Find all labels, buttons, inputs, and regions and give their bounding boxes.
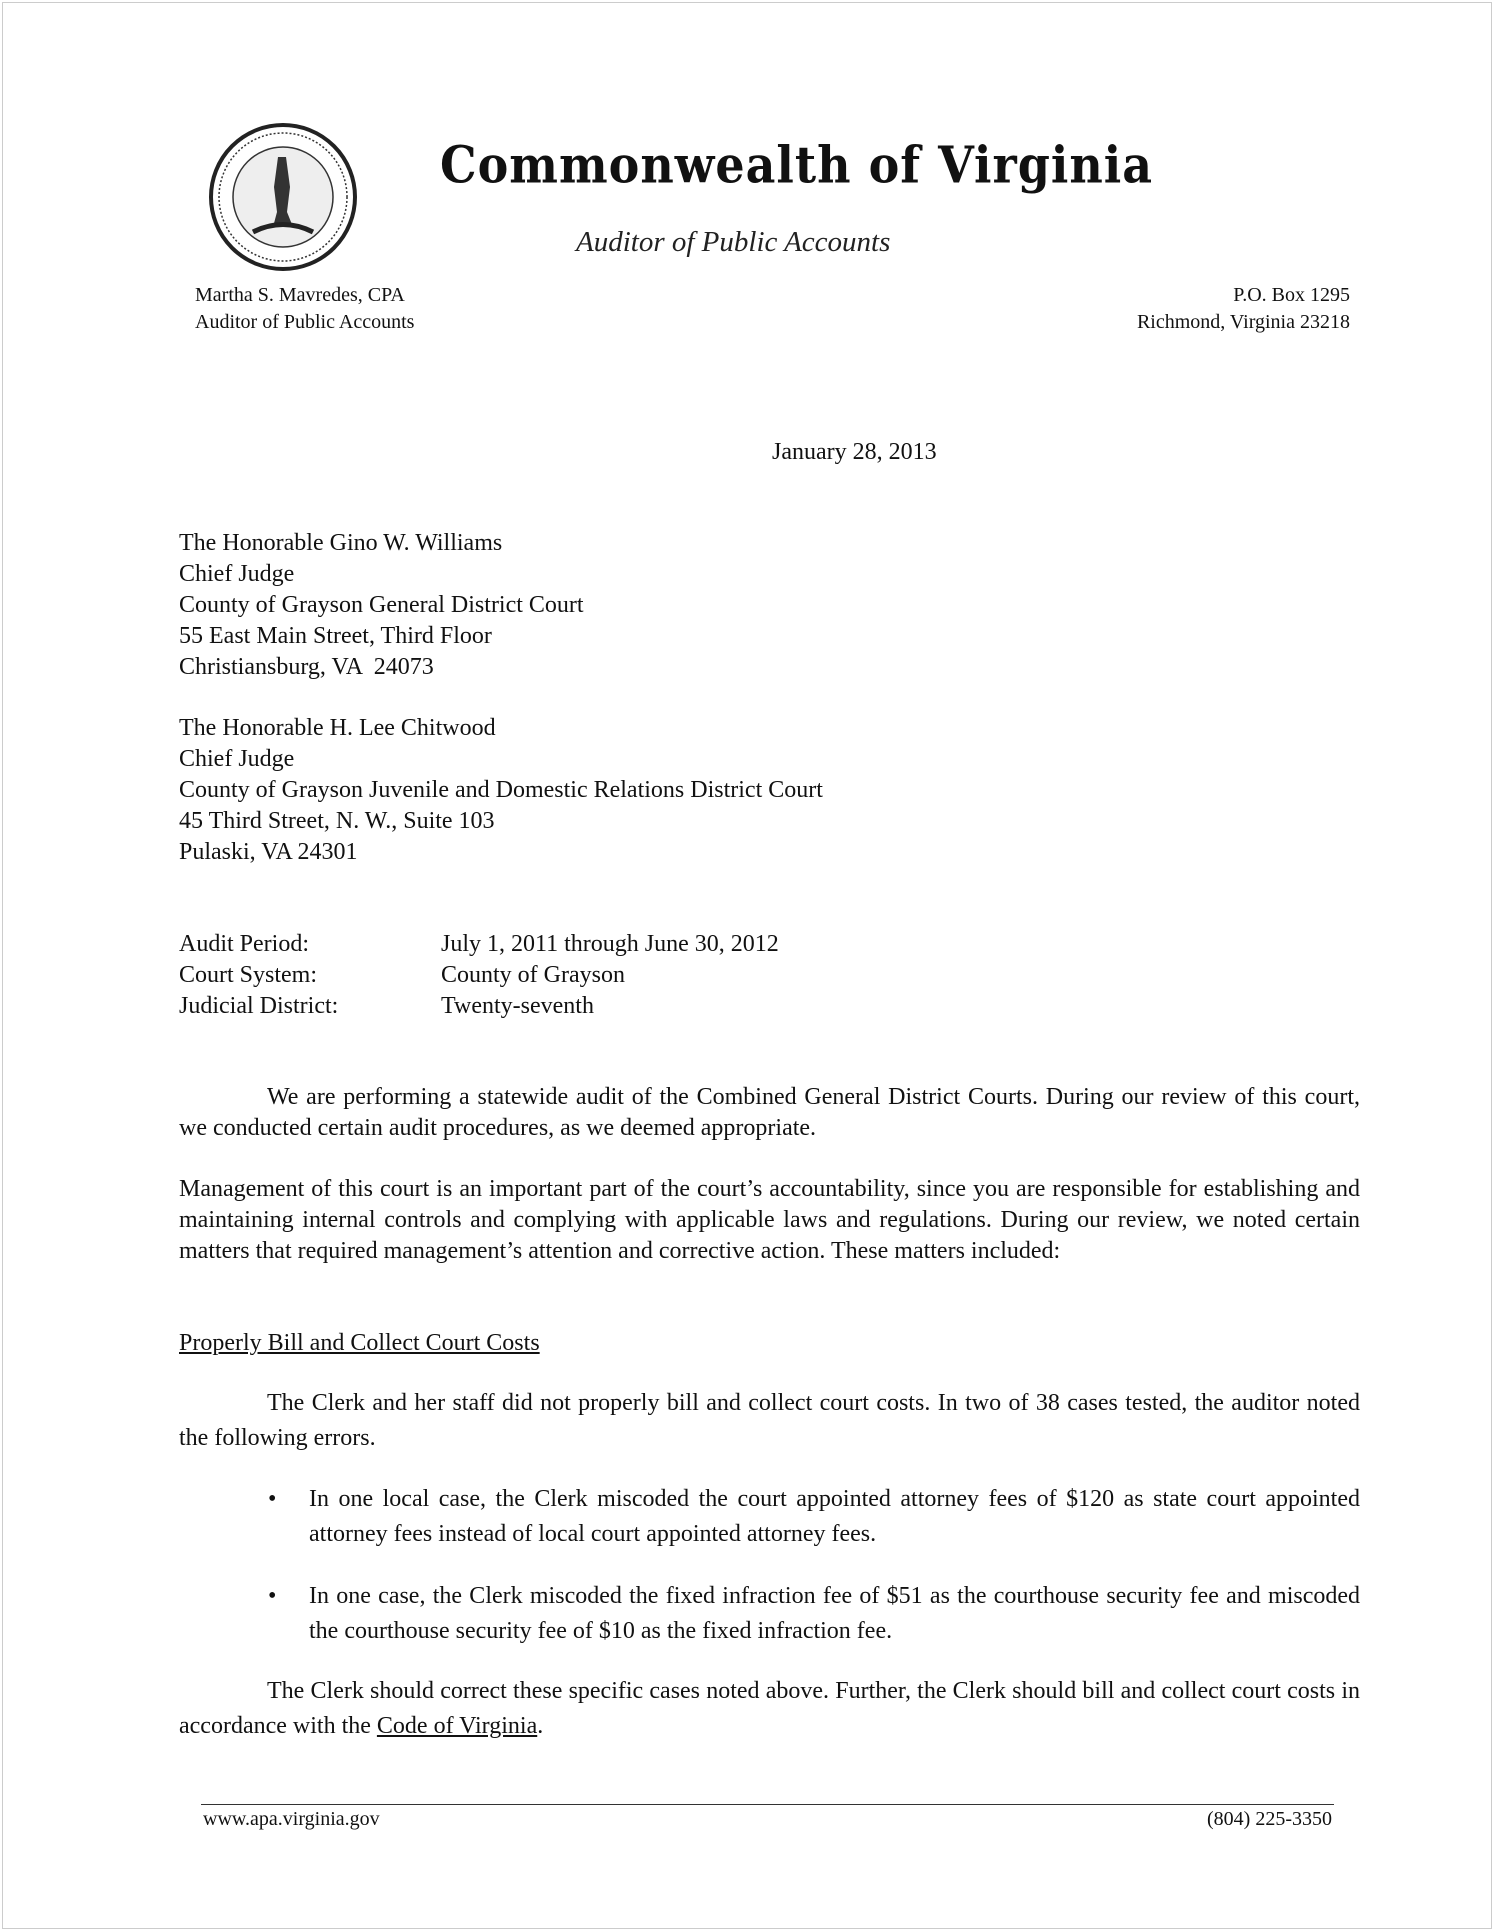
- address-line: Chief Judge: [179, 561, 295, 587]
- city-state: Richmond, Virginia 23218: [1136, 311, 1350, 333]
- audit-info-row: [179, 960, 779, 991]
- footer-divider: [201, 1804, 1334, 1805]
- address-line: County of Grayson General District Court: [179, 592, 584, 618]
- bullet-item-1: [268, 1482, 1360, 1552]
- audit-info: [179, 929, 779, 1022]
- address-line: Chief Judge: [179, 746, 295, 772]
- audit-info-row: [179, 929, 779, 960]
- addressee-1: [179, 528, 584, 683]
- office-address-block: [1137, 282, 1350, 336]
- bullet-icon: •: [268, 1583, 277, 1609]
- addressee-2: [179, 713, 823, 868]
- letterhead-subtitle: Auditor of Public Accounts: [576, 226, 891, 258]
- address-line: 45 Third Street, N. W., Suite 103: [179, 808, 495, 834]
- paragraph-2: Management of this court is an important part of the court’s accountability, since you are responsible for establishing and maintaining internal controls and complying with applicable laws and regulations. During our review, we noted certain matters that required management’s attention and corrective action. These matters included:: [179, 1176, 1360, 1264]
- bullet-text: In one case, the Clerk miscoded the fixed infraction fee of $51 as the courthouse security fee and miscoded the courthouse security fee of $10 as the fixed infraction fee.: [309, 1583, 1360, 1644]
- footer-website: www.apa.virginia.gov: [203, 1808, 380, 1830]
- address-line: The Honorable Gino W. Williams: [179, 530, 503, 556]
- bullet-text: In one local case, the Clerk miscoded the court appointed attorney fees of $120 as state court appointed attorney fees instead of local court appointed attorney fees.: [309, 1486, 1360, 1547]
- letter-date: January 28, 2013: [772, 439, 937, 465]
- auditor-title: Auditor of Public Accounts: [195, 311, 415, 333]
- label: Court System:: [179, 962, 318, 988]
- address-line: Christiansburg, VA 24073: [179, 654, 434, 680]
- section-heading: Properly Bill and Collect Court Costs: [179, 1330, 540, 1356]
- paragraph-1: We are performing a statewide audit of the Combined General District Courts. During our review of this court, we conducted certain audit procedures, as we deemed appropriate.: [179, 1084, 1360, 1141]
- value: County of Grayson: [441, 962, 625, 988]
- auditor-name: Martha S. Mavredes, CPA: [195, 284, 405, 306]
- address-line: County of Grayson Juvenile and Domestic Relations District Court: [179, 777, 823, 803]
- po-box: P.O. Box 1295: [1233, 284, 1350, 306]
- label: Judicial District:: [179, 993, 339, 1019]
- address-line: Pulaski, VA 24301: [179, 839, 358, 865]
- value: July 1, 2011 through June 30, 2012: [441, 931, 779, 957]
- address-line: The Honorable H. Lee Chitwood: [179, 715, 496, 741]
- paragraph-text: .: [537, 1713, 544, 1739]
- letterhead-title: Commonwealth of Virginia: [440, 135, 1154, 195]
- audit-info-row: [179, 991, 779, 1022]
- address-line: 55 East Main Street, Third Floor: [179, 623, 492, 649]
- value: Twenty-seventh: [441, 993, 594, 1019]
- bullet-item-2: [268, 1579, 1360, 1649]
- code-of-virginia-reference: Code of Virginia: [376, 1713, 538, 1739]
- auditor-name-block: [195, 282, 414, 336]
- bullet-icon: •: [268, 1486, 277, 1512]
- footer-phone: (804) 225-3350: [1207, 1808, 1332, 1830]
- paragraph-text: The Clerk should correct these specific cases noted above. Further, the Clerk should bill and collect court costs in accordance with the: [179, 1678, 1360, 1739]
- paragraph-4: [179, 1674, 1360, 1744]
- virginia-seal-logo: [208, 122, 358, 272]
- label: Audit Period:: [179, 931, 309, 957]
- paragraph-3: The Clerk and her staff did not properly bill and collect court costs. In two of 38 cases tested, the auditor noted the following errors.: [179, 1390, 1360, 1451]
